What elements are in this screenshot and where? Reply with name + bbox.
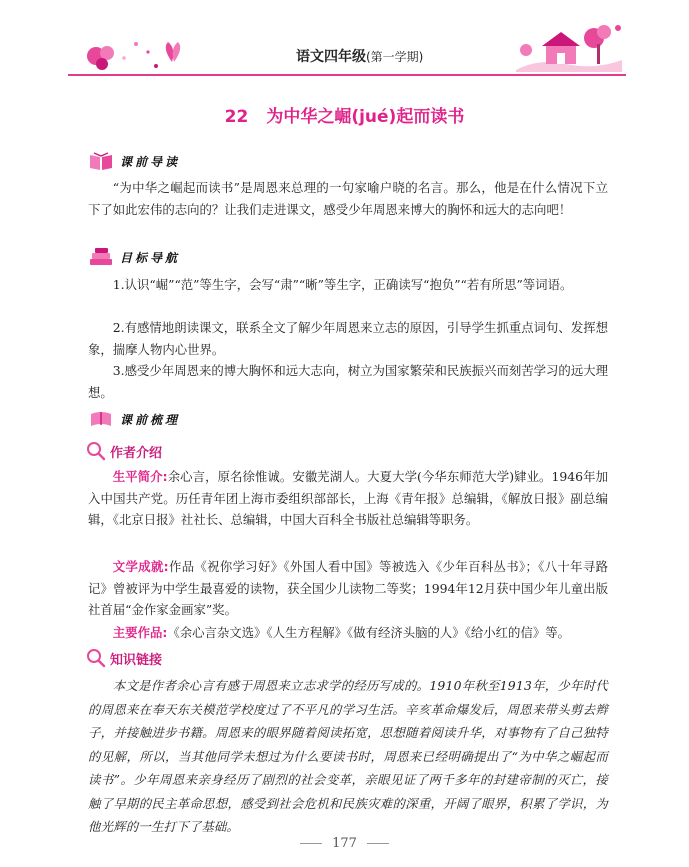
magnifier-icon (86, 648, 106, 668)
achievement-text: 作品《祝你学习好》《外国人看中国》等被选入《少年百科丛书》；《八十年寻路记》曾被评为中学生最喜爱的读物，获全国少儿读物二等奖；1994年12月获中国少年儿童出版社首届“金作家金画家”奖。 (88, 559, 608, 617)
bio-text: 余心言，原名徐惟诚。安徽芜湖人。大夏大学(今华东师范大学)肄业。1946年加入中国共产党。历任青年团上海市委组织部部长，上海《青年报》总编辑，《解放日报》副总编辑，《北京日报》社社长、总编辑，中国大百科全书版社总编辑等职务。 (88, 469, 608, 527)
works-text: 《余心言杂文选》《人生方程解》《做有经济头脑的人》《给小红的信》等。 (167, 625, 571, 640)
lesson-title (0, 102, 689, 127)
footer-dash-right (367, 843, 389, 844)
books-icon (88, 247, 114, 267)
author-heading (86, 441, 162, 461)
section-review-heading (88, 408, 180, 430)
book-title-main: 语文四年级 (296, 49, 366, 65)
author-achievement-paragraph (88, 556, 608, 621)
knowledge-heading (86, 648, 162, 668)
page-number: 177 (332, 836, 357, 851)
book-icon (88, 151, 114, 171)
page-header (68, 34, 626, 76)
author-label: 作者介绍 (110, 445, 163, 461)
page-footer (0, 836, 689, 851)
author-bio-paragraph (88, 466, 608, 531)
lesson-number: 22 (224, 107, 249, 127)
section-goals-heading (88, 246, 180, 268)
goal-item-1: 1.认识“崛”“范”等生字，会写“肃”“晰”等生字，正确读写“抱负”“若有所思”等词语。 (112, 277, 573, 292)
section-preview-label: 课前导读 (120, 154, 181, 169)
achievement-label: 文学成就: (112, 559, 169, 574)
preview-paragraph: “为中华之崛起而读书”是周恩来总理的一句家喻户晓的名言。那么，他是在什么情况下立下了如此宏伟的志向的？让我们走进课文，感受少年周恩来博大的胸怀和远大的志向吧！ (88, 180, 608, 217)
butterfly-decoration-icon (76, 32, 196, 72)
goal-item-2: 2.有感情地朗读课文，联系全文了解少年周恩来立志的原因，引导学生抓重点词句、发挥想象，揣摩人物内心世界。 (88, 320, 608, 357)
bio-label: 生平简介: (112, 469, 168, 484)
notebook-icon (88, 409, 114, 429)
magnifier-icon (86, 441, 106, 461)
book-title-sub: (第一学期) (366, 50, 424, 64)
book-title (296, 46, 423, 66)
section-preview-heading (88, 150, 180, 172)
lesson-title-text: 为中华之崛(jué)起而读书 (266, 107, 465, 127)
footer-dash-left (300, 843, 322, 844)
section-review-label: 课前梳理 (120, 412, 181, 427)
knowledge-label: 知识链接 (110, 652, 163, 668)
section-goals-label: 目标导航 (120, 250, 181, 265)
goal-item-3: 3.感受少年周恩来的博大胸怀和远大志向，树立为国家繁荣和民族振兴而刻苦学习的远大理想。 (88, 363, 608, 400)
house-decoration-icon (508, 20, 626, 72)
works-label: 主要作品: (112, 625, 168, 640)
author-works-paragraph (88, 622, 608, 644)
knowledge-paragraph: 本文是作者余心言有感于周恩来立志求学的经历写成的。1910年秋至1913年，少年时代的周恩来在奉天东关模范学校度过了不平凡的学习生活。辛亥革命爆发后，周恩来带头剪去辫子，并接触进步书籍。周恩来的眼界随着阅读拓宽，思想随着阅读升华，对事物有了自己独特的见解，所以，当其他同学未想过为什么要读书时，周恩来已经明确提出了“为中华之崛起而读书”。少年周恩来亲身经历了剧烈的社会变革，亲眼见证了两千多年的封建帝制的灭亡，接触了早期的民主革命思想，感受到社会危机和民族灾难的深重，开阔了眼界，积累了学识，为他光辉的一生打下了基础。 (88, 678, 608, 834)
